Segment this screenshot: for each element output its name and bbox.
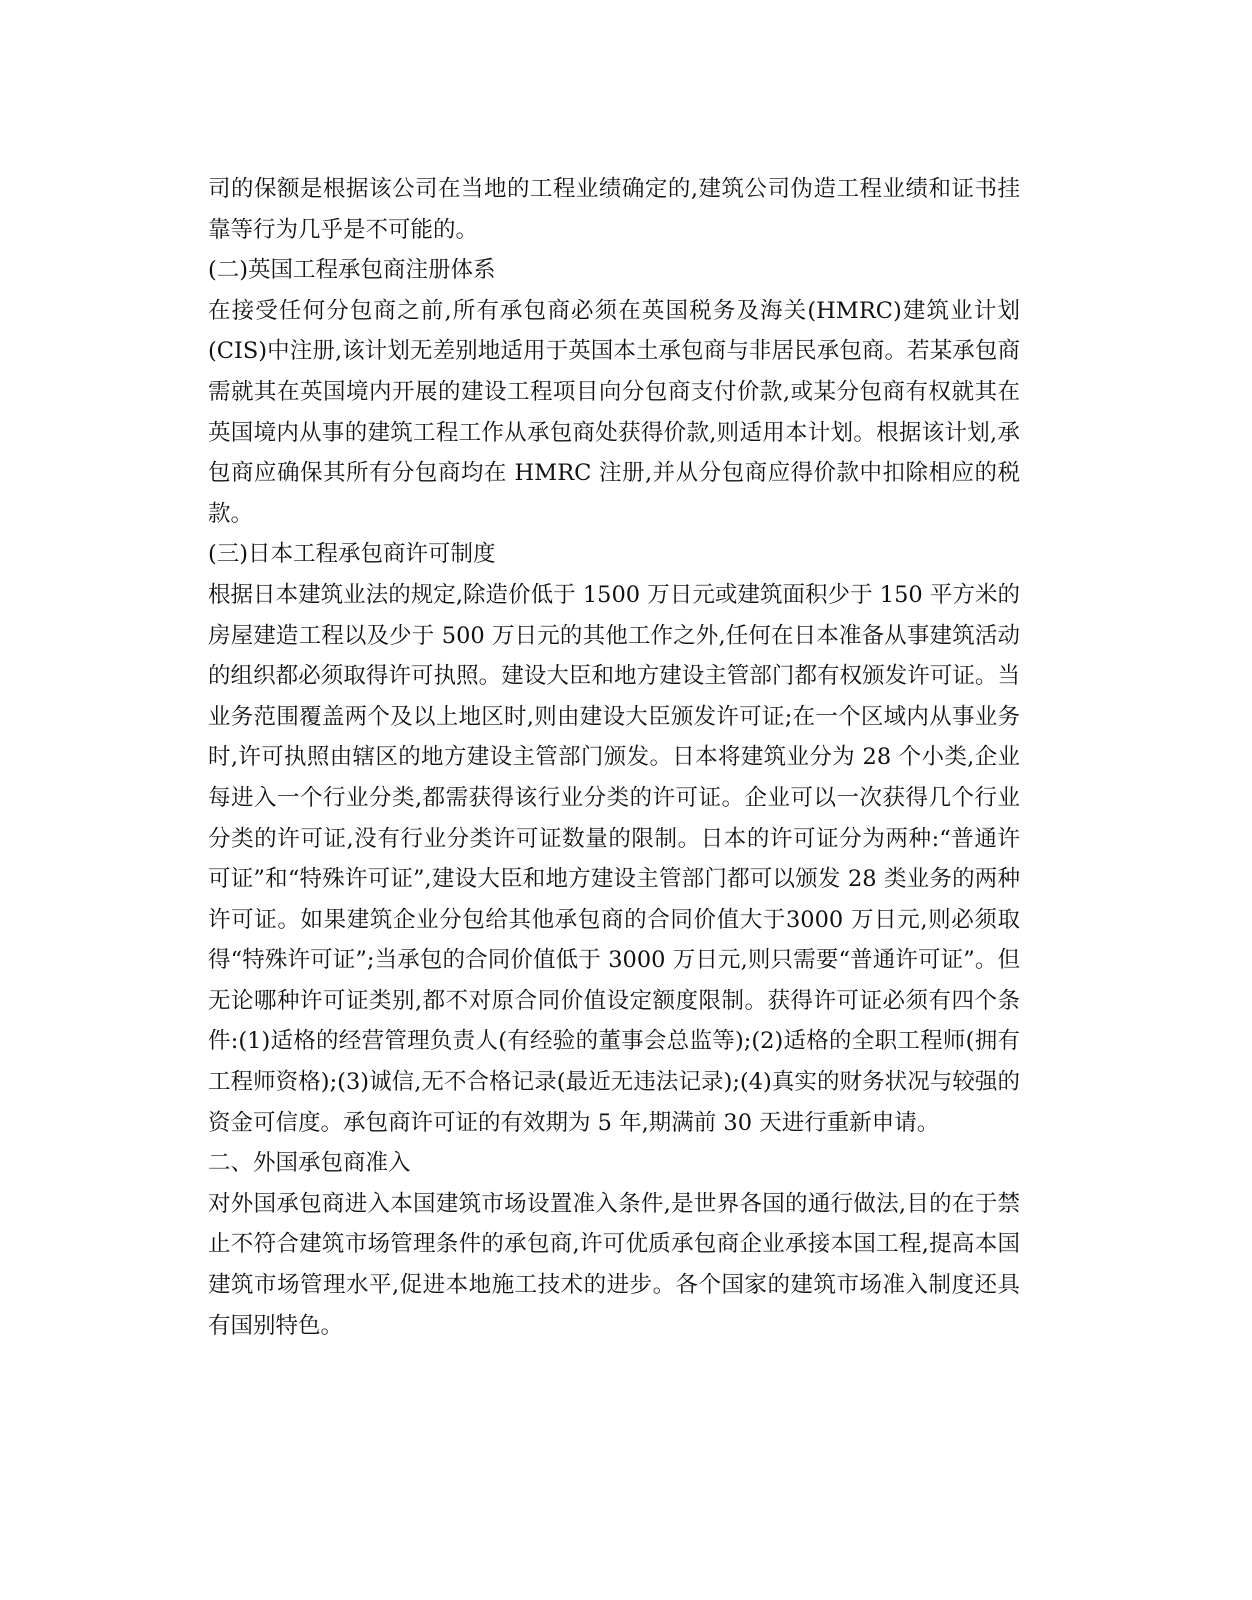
heading-uk-registration: (二)英国工程承包商注册体系 [208, 257, 496, 284]
paragraph-foreign-access: 对外国承包商进入本国建筑市场设置准入条件,是世界各国的通行做法,目的在于禁止不符合建筑市场管理条件的承包商,许可优质承包商企业承接本国工程,提高本国建筑市场管理水平,促进本地施工技术的进步。各个国家的建筑市场准入制度还具有国别特色。 [208, 1190, 1020, 1339]
paragraph-japan-license: 根据日本建筑业法的规定,除造价低于 1500 万日元或建筑面积少于 150 平方米的房屋建造工程以及少于 500 万日元的其他工作之外,任何在日本准备从事建筑活动的组织都必须取得许可执照。建设大臣和地方建设主管部门都有权颁发许可证。当业务范围覆盖两个及以上地区时,则由建设大臣颁发许可证;在一个区域内从事业务时,许可执照由辖区的地方建设主管部门颁发。日本将建筑业分为 28 个小类,企业每进入一个行业分类,都需获得该行业分类的许可证。企业可以一次获得几个行业分类的许可证,没有行业分类许可证数量的限制。日本的许可证分为两种:“普通许可证”和“特殊许可证”,建设大臣和地方建设主管部门都可以颁发 28 类业务的两种许可证。如果建筑企业分包给其他承包商的合同价值大于3000 万日元,则必须取得“特殊许可证”;当承包的合同价值低于 3000 万日元,则只需要“普通许可证”。但无论哪种许可证类别,都不对原合同价值设定额度限制。获得许可证必须有四个条件:(1)适格的经营管理负责人(有经验的董事会总监等);(2)适格的全职工程师(拥有工程师资格);(3)诚信,无不合格记录(最近无违法记录);(4)真实的财务状况与较强的资金可信度。承包商许可证的有效期为 5 年,期满前 30 天进行重新申请。 [208, 581, 1020, 1136]
heading-japan-license: (三)日本工程承包商许可制度 [208, 541, 496, 568]
paragraph-cont-bonding: 司的保额是根据该公司在当地的工程业绩确定的,建筑公司伪造工程业绩和证书挂靠等行为几乎是不可能的。 [208, 176, 1020, 243]
heading-foreign-contractor-access: 二、外国承包商准入 [208, 1150, 411, 1177]
paragraph-uk-cis: 在接受任何分包商之前,所有承包商必须在英国税务及海关(HMRC)建筑业计划(CIS)中注册,该计划无差别地适用于英国本土承包商与非居民承包商。若某承包商需就其在英国境内开展的建设工程项目向分包商支付价款,或某分包商有权就其在英国境内从事的建筑工程工作从承包商处获得价款,则适用本计划。根据该计划,承包商应确保其所有分包商均在 HMRC 注册,并从分包商应得价款中扣除相应的税款。 [208, 297, 1020, 527]
document-body [208, 169, 1020, 1346]
